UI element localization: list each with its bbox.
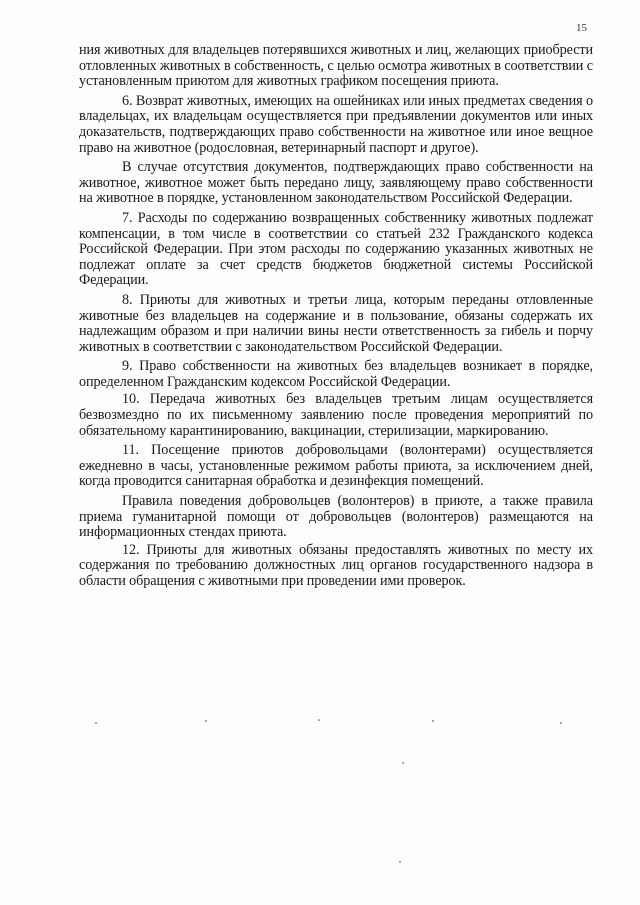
scan-speck	[432, 720, 434, 722]
page-number: 15	[576, 22, 587, 34]
scan-speck	[205, 720, 207, 722]
document-body	[79, 43, 593, 590]
scan-speck	[402, 762, 404, 764]
scan-speck	[318, 719, 320, 721]
scan-speck	[560, 722, 562, 724]
scan-speck	[95, 722, 97, 724]
scan-speck	[399, 861, 401, 863]
paragraph-item-11: 11. Посещение приютов добровольцами (волонтерами) осуществляется ежедневно в часы, установленные режимом работы приюта, за исключением дней, когда проводится санитарная обработка и дезинфекция помещений.	[79, 442, 593, 490]
paragraph-volunteer-rules: Правила поведения добровольцев (волонтеров) в приюте, а также правила приема гуманитарной помощи от добровольцев (волонтеров) размещаются на информационных стендах приюта.	[79, 493, 593, 541]
paragraph-item-6: 6. Возврат животных, имеющих на ошейниках или иных предметах сведения о владельцах, их владельцам осуществляется при предъявлении документов или иных доказательств, подтверждающих право собственности на животное или иное вещное право на животное (родословная, ветеринарный паспорт и другое).	[79, 92, 593, 156]
paragraph-item-8: 8. Приюты для животных и третьи лица, которым переданы отловленные животные без владельцев на содержание и в пользование, обязаны содержать их надлежащим образом и при наличии вины нести ответственность за гибель и порчу животных в соответствии с законодательством Российской Федерации.	[79, 291, 593, 355]
paragraph-item-9: 9. Право собственности на животных без владельцев возникает в порядке, определенном Гражданским кодексом Российской Федерации.	[79, 358, 593, 390]
paragraph-continuation: ния животных для владельцев потерявшихся животных и лиц, желающих приобрести отловленных животных в собственность, с целью осмотра животных в соответствии с установленным приютом для животных графиком посещения приюта.	[79, 42, 593, 90]
paragraph-item-10: 10. Передача животных без владельцев третьим лицам осуществляется безвозмездно по их письменному заявлению после проведения мероприятий по обязательному карантинированию, вакцинации, стерилизации, маркированию.	[79, 391, 593, 439]
paragraph-item-12: 12. Приюты для животных обязаны предоставлять животных по месту их содержания по требованию должностных лиц органов государственного надзора в области обращения с животными при проведении ими проверок.	[79, 541, 593, 589]
paragraph-no-documents: В случае отсутствия документов, подтверждающих право собственности на животное, животное может быть передано лицу, заявляющему право собственности на животное в порядке, установленном законодательством Российской Федерации.	[79, 159, 593, 207]
paragraph-item-7: 7. Расходы по содержанию возвращенных собственнику животных подлежат компенсации, в том числе в соответствии со статьей 232 Гражданского кодекса Российской Федерации. При этом расходы по содержанию указанных животных не подлежат оплате за счет средств бюджетов бюджетной системы Российской Федерации.	[79, 209, 593, 289]
